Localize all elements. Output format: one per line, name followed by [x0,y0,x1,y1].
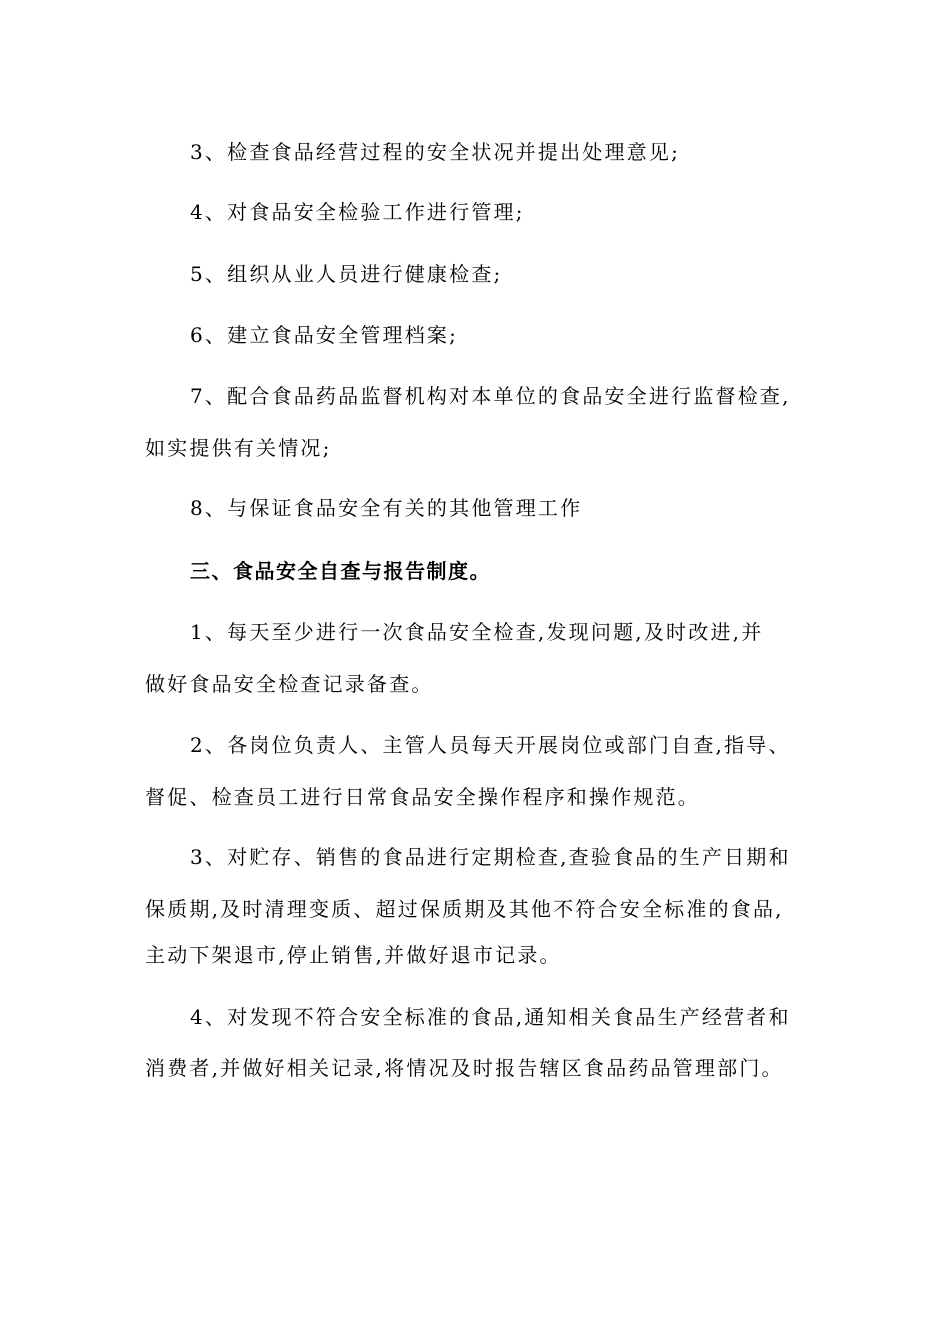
section-item-1-line-2: 做好食品安全检查记录备查。 [145,672,434,696]
section-item-1-line-1: 1、每天至少进行一次食品安全检查,发现问题,及时改进,并 [190,620,764,644]
section-item-3-line-1: 3、对贮存、销售的食品进行定期检查,查验食品的生产日期和 [190,845,791,869]
paragraph-item-7-line-1: 7、配合食品药品监督机构对本单位的食品安全进行监督检查, [190,384,791,408]
section-item-3-line-2: 保质期,及时清理变质、超过保质期及其他不符合安全标准的食品, [145,897,784,921]
section-item-2-line-2: 督促、检查员工进行日常食品安全操作程序和操作规范。 [145,785,700,809]
section-item-3-line-3: 主动下架退市,停止销售,并做好退市记录。 [145,943,562,967]
paragraph-item-8: 8、与保证食品安全有关的其他管理工作 [190,496,583,520]
section-item-2-line-1: 2、各岗位负责人、主管人员每天开展岗位或部门自查,指导、 [190,733,791,757]
paragraph-item-3: 3、检查食品经营过程的安全状况并提出处理意见; [190,140,681,164]
paragraph-item-4: 4、对食品安全检验工作进行管理; [190,200,525,224]
paragraph-item-7-line-2: 如实提供有关情况; [145,436,332,460]
paragraph-item-6: 6、建立食品安全管理档案; [190,323,459,347]
paragraph-item-5: 5、组织从业人员进行健康检查; [190,262,503,286]
section-item-4-line-2: 消费者,并做好相关记录,将情况及时报告辖区食品药品管理部门。 [145,1056,784,1080]
section-item-4-line-1: 4、对发现不符合安全标准的食品,通知相关食品生产经营者和 [190,1005,791,1029]
section-heading: 三、食品安全自查与报告制度。 [190,559,491,583]
